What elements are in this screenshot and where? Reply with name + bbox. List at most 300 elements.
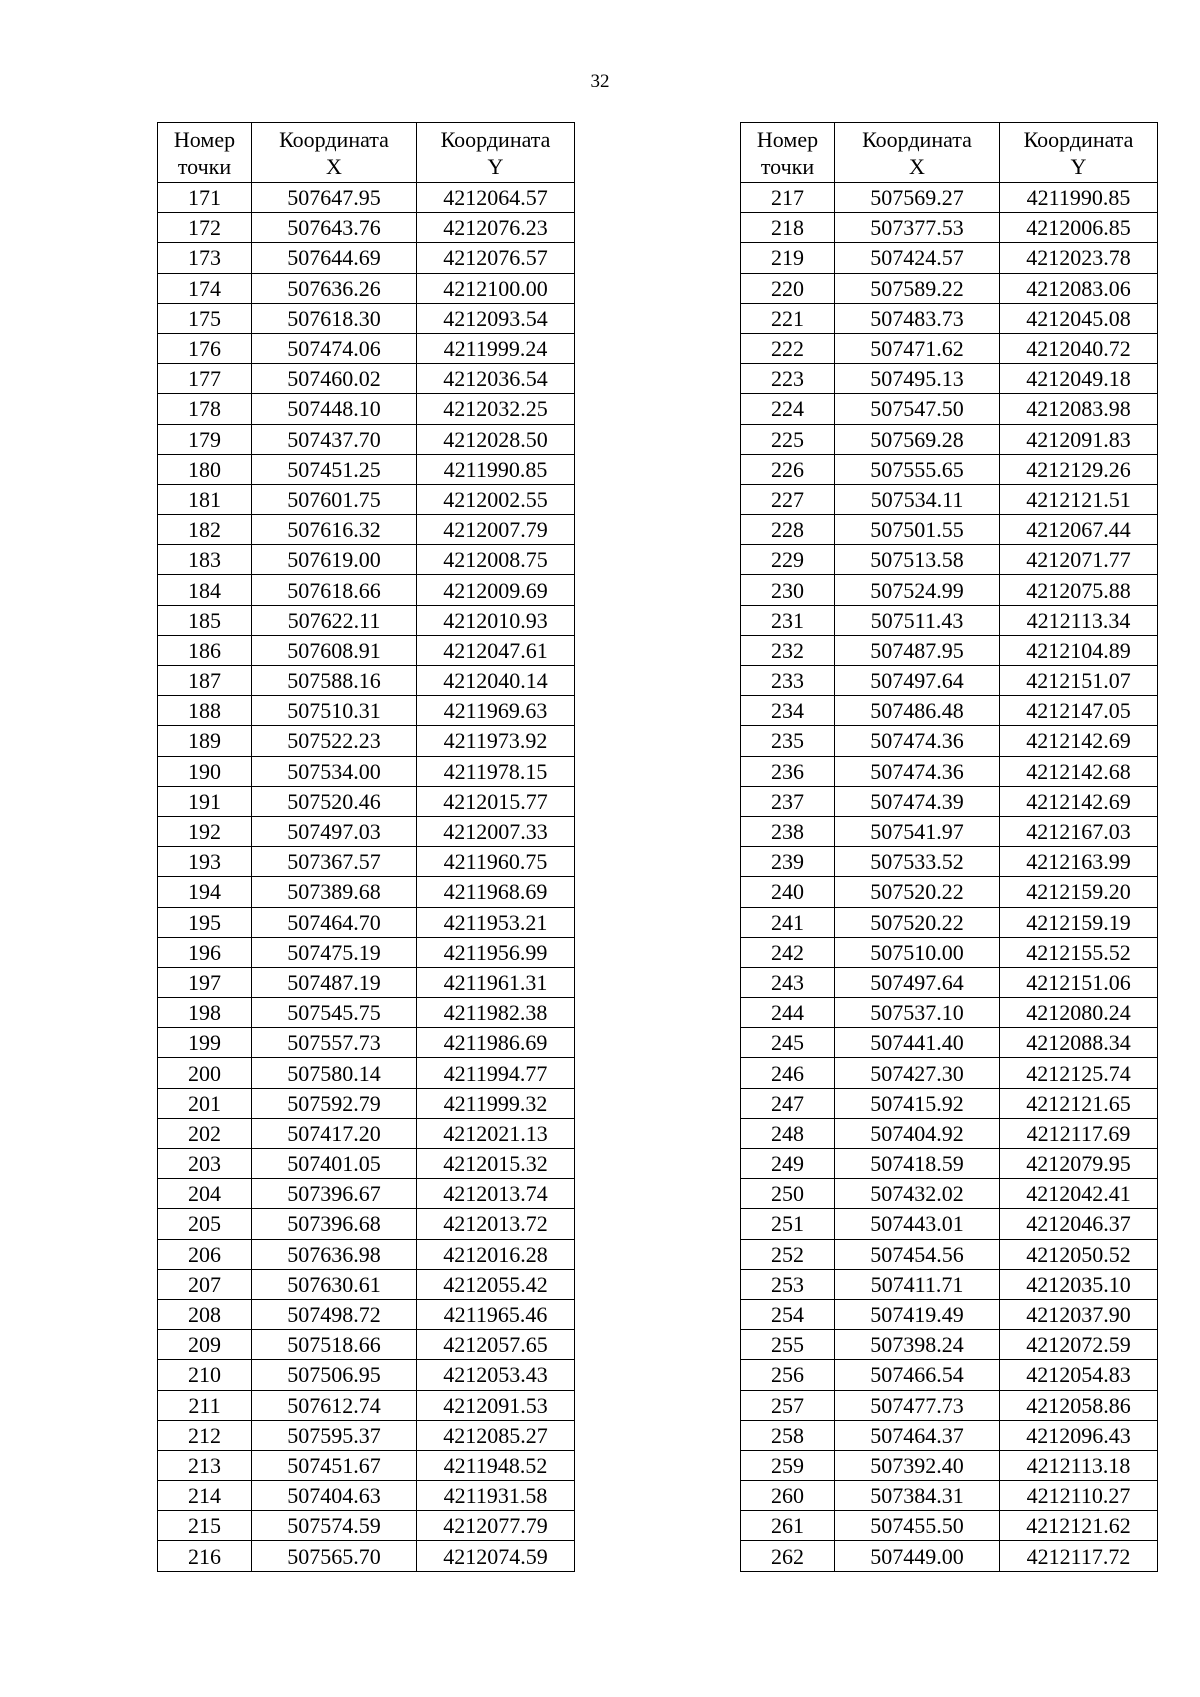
cell-point-number: 179 bbox=[158, 424, 252, 454]
cell-coordinate-y: 4212091.53 bbox=[417, 1390, 575, 1420]
table-row bbox=[741, 1088, 1158, 1118]
cell-coordinate-y: 4211961.31 bbox=[417, 967, 575, 997]
table-row bbox=[741, 937, 1158, 967]
cell-coordinate-x: 507427.30 bbox=[835, 1058, 1000, 1088]
cell-coordinate-y: 4212088.34 bbox=[1000, 1028, 1158, 1058]
header-text: точки bbox=[177, 153, 232, 179]
cell-point-number: 175 bbox=[158, 303, 252, 333]
table-header bbox=[158, 123, 575, 183]
cell-coordinate-y: 4212167.03 bbox=[1000, 816, 1158, 846]
table-row bbox=[158, 1209, 575, 1239]
cell-point-number: 200 bbox=[158, 1058, 252, 1088]
cell-coordinate-y: 4212121.51 bbox=[1000, 484, 1158, 514]
cell-point-number: 178 bbox=[158, 394, 252, 424]
header-text: Номер bbox=[173, 126, 236, 152]
table-row bbox=[158, 213, 575, 243]
cell-coordinate-y: 4212071.77 bbox=[1000, 545, 1158, 575]
cell-coordinate-x: 507537.10 bbox=[835, 998, 1000, 1028]
table-row bbox=[741, 273, 1158, 303]
table-row bbox=[158, 545, 575, 575]
cell-coordinate-y: 4212053.43 bbox=[417, 1360, 575, 1390]
cell-coordinate-y: 4212083.98 bbox=[1000, 394, 1158, 424]
cell-coordinate-y: 4212147.05 bbox=[1000, 696, 1158, 726]
table-row bbox=[741, 515, 1158, 545]
cell-coordinate-y: 4212046.37 bbox=[1000, 1209, 1158, 1239]
cell-coordinate-x: 507451.25 bbox=[252, 454, 417, 484]
cell-point-number: 233 bbox=[741, 666, 835, 696]
cell-point-number: 223 bbox=[741, 364, 835, 394]
cell-coordinate-x: 507411.71 bbox=[835, 1269, 1000, 1299]
table-row bbox=[741, 303, 1158, 333]
cell-coordinate-y: 4211986.69 bbox=[417, 1028, 575, 1058]
cell-coordinate-x: 507580.14 bbox=[252, 1058, 417, 1088]
cell-coordinate-y: 4212050.52 bbox=[1000, 1239, 1158, 1269]
cell-point-number: 248 bbox=[741, 1118, 835, 1148]
cell-coordinate-y: 4212013.74 bbox=[417, 1179, 575, 1209]
cell-point-number: 252 bbox=[741, 1239, 835, 1269]
table-row bbox=[741, 424, 1158, 454]
cell-coordinate-x: 507612.74 bbox=[252, 1390, 417, 1420]
table-header bbox=[741, 123, 1158, 183]
cell-coordinate-x: 507460.02 bbox=[252, 364, 417, 394]
cell-point-number: 236 bbox=[741, 756, 835, 786]
cell-coordinate-y: 4211990.85 bbox=[1000, 183, 1158, 213]
cell-point-number: 172 bbox=[158, 213, 252, 243]
cell-coordinate-x: 507404.63 bbox=[252, 1481, 417, 1511]
cell-point-number: 251 bbox=[741, 1209, 835, 1239]
coordinates-table-left bbox=[157, 122, 575, 1572]
table-row bbox=[158, 1299, 575, 1329]
cell-coordinate-x: 507636.26 bbox=[252, 273, 417, 303]
cell-coordinate-y: 4212110.27 bbox=[1000, 1481, 1158, 1511]
cell-coordinate-x: 507432.02 bbox=[835, 1179, 1000, 1209]
cell-coordinate-x: 507630.61 bbox=[252, 1269, 417, 1299]
cell-point-number: 221 bbox=[741, 303, 835, 333]
table-row bbox=[741, 1390, 1158, 1420]
cell-coordinate-y: 4212032.25 bbox=[417, 394, 575, 424]
table-row bbox=[158, 1269, 575, 1299]
cell-coordinate-y: 4212042.41 bbox=[1000, 1179, 1158, 1209]
table-row bbox=[741, 907, 1158, 937]
cell-coordinate-x: 507441.40 bbox=[835, 1028, 1000, 1058]
header-text: Номер bbox=[756, 126, 819, 152]
header-text: Y bbox=[487, 153, 504, 179]
cell-point-number: 205 bbox=[158, 1209, 252, 1239]
cell-coordinate-x: 507424.57 bbox=[835, 243, 1000, 273]
header-point-number bbox=[158, 123, 252, 183]
table-row bbox=[158, 1028, 575, 1058]
table-row bbox=[741, 1028, 1158, 1058]
cell-coordinate-y: 4211956.99 bbox=[417, 937, 575, 967]
cell-point-number: 222 bbox=[741, 333, 835, 363]
cell-point-number: 201 bbox=[158, 1088, 252, 1118]
cell-point-number: 237 bbox=[741, 786, 835, 816]
table-row bbox=[158, 515, 575, 545]
table-row bbox=[741, 666, 1158, 696]
table-row bbox=[158, 635, 575, 665]
cell-coordinate-x: 507474.39 bbox=[835, 786, 1000, 816]
cell-point-number: 211 bbox=[158, 1390, 252, 1420]
cell-coordinate-x: 507474.36 bbox=[835, 756, 1000, 786]
cell-coordinate-x: 507520.46 bbox=[252, 786, 417, 816]
cell-coordinate-y: 4212129.26 bbox=[1000, 454, 1158, 484]
cell-coordinate-y: 4212067.44 bbox=[1000, 515, 1158, 545]
cell-coordinate-y: 4212093.54 bbox=[417, 303, 575, 333]
header-point-number bbox=[741, 123, 835, 183]
table-row bbox=[158, 847, 575, 877]
cell-point-number: 243 bbox=[741, 967, 835, 997]
cell-point-number: 197 bbox=[158, 967, 252, 997]
cell-point-number: 188 bbox=[158, 696, 252, 726]
cell-coordinate-y: 4212113.18 bbox=[1000, 1450, 1158, 1480]
cell-point-number: 246 bbox=[741, 1058, 835, 1088]
cell-point-number: 239 bbox=[741, 847, 835, 877]
cell-point-number: 225 bbox=[741, 424, 835, 454]
table-row bbox=[741, 1330, 1158, 1360]
cell-coordinate-x: 507513.58 bbox=[835, 545, 1000, 575]
table-row bbox=[741, 1239, 1158, 1269]
table-row bbox=[741, 333, 1158, 363]
cell-coordinate-x: 507588.16 bbox=[252, 666, 417, 696]
table-row bbox=[158, 1481, 575, 1511]
cell-coordinate-y: 4212076.23 bbox=[417, 213, 575, 243]
cell-coordinate-y: 4212049.18 bbox=[1000, 364, 1158, 394]
table-row bbox=[158, 1149, 575, 1179]
table-row bbox=[741, 1511, 1158, 1541]
cell-coordinate-x: 507636.98 bbox=[252, 1239, 417, 1269]
header-text: Координата bbox=[1023, 126, 1134, 152]
cell-coordinate-x: 507495.13 bbox=[835, 364, 1000, 394]
cell-coordinate-y: 4212142.69 bbox=[1000, 786, 1158, 816]
cell-point-number: 257 bbox=[741, 1390, 835, 1420]
cell-point-number: 241 bbox=[741, 907, 835, 937]
cell-point-number: 208 bbox=[158, 1299, 252, 1329]
header-text: X bbox=[326, 153, 342, 179]
table-body bbox=[741, 183, 1158, 1572]
cell-coordinate-x: 507464.70 bbox=[252, 907, 417, 937]
cell-point-number: 219 bbox=[741, 243, 835, 273]
cell-point-number: 229 bbox=[741, 545, 835, 575]
cell-point-number: 255 bbox=[741, 1330, 835, 1360]
cell-point-number: 258 bbox=[741, 1420, 835, 1450]
table-body bbox=[158, 183, 575, 1572]
table-row bbox=[158, 424, 575, 454]
table-row bbox=[158, 756, 575, 786]
cell-coordinate-y: 4212072.59 bbox=[1000, 1330, 1158, 1360]
cell-coordinate-y: 4212016.28 bbox=[417, 1239, 575, 1269]
cell-point-number: 209 bbox=[158, 1330, 252, 1360]
cell-coordinate-x: 507545.75 bbox=[252, 998, 417, 1028]
cell-point-number: 176 bbox=[158, 333, 252, 363]
cell-coordinate-x: 507534.11 bbox=[835, 484, 1000, 514]
table-row bbox=[158, 816, 575, 846]
table-row bbox=[741, 635, 1158, 665]
table-row bbox=[158, 605, 575, 635]
table-row bbox=[741, 696, 1158, 726]
table-row bbox=[158, 998, 575, 1028]
cell-coordinate-y: 4212080.24 bbox=[1000, 998, 1158, 1028]
cell-coordinate-y: 4212055.42 bbox=[417, 1269, 575, 1299]
table-row bbox=[158, 1058, 575, 1088]
cell-point-number: 210 bbox=[158, 1360, 252, 1390]
cell-point-number: 214 bbox=[158, 1481, 252, 1511]
cell-point-number: 254 bbox=[741, 1299, 835, 1329]
table-row bbox=[158, 696, 575, 726]
cell-coordinate-x: 507595.37 bbox=[252, 1420, 417, 1450]
cell-coordinate-x: 507401.05 bbox=[252, 1149, 417, 1179]
cell-coordinate-y: 4212159.19 bbox=[1000, 907, 1158, 937]
cell-coordinate-x: 507497.03 bbox=[252, 816, 417, 846]
cell-coordinate-y: 4211973.92 bbox=[417, 726, 575, 756]
cell-coordinate-x: 507419.49 bbox=[835, 1299, 1000, 1329]
cell-coordinate-y: 4212163.99 bbox=[1000, 847, 1158, 877]
cell-coordinate-x: 507377.53 bbox=[835, 213, 1000, 243]
cell-coordinate-x: 507510.31 bbox=[252, 696, 417, 726]
cell-point-number: 174 bbox=[158, 273, 252, 303]
cell-coordinate-x: 507483.73 bbox=[835, 303, 1000, 333]
cell-coordinate-x: 507506.95 bbox=[252, 1360, 417, 1390]
table-row bbox=[158, 303, 575, 333]
cell-coordinate-y: 4211948.52 bbox=[417, 1450, 575, 1480]
cell-coordinate-y: 4212047.61 bbox=[417, 635, 575, 665]
table-row bbox=[741, 1209, 1158, 1239]
cell-coordinate-y: 4212075.88 bbox=[1000, 575, 1158, 605]
cell-coordinate-y: 4212007.33 bbox=[417, 816, 575, 846]
cell-coordinate-x: 507619.00 bbox=[252, 545, 417, 575]
cell-point-number: 215 bbox=[158, 1511, 252, 1541]
cell-coordinate-x: 507497.64 bbox=[835, 967, 1000, 997]
header-row bbox=[741, 123, 1158, 183]
cell-point-number: 204 bbox=[158, 1179, 252, 1209]
cell-coordinate-x: 507557.73 bbox=[252, 1028, 417, 1058]
cell-point-number: 196 bbox=[158, 937, 252, 967]
header-text: X bbox=[909, 153, 925, 179]
cell-coordinate-x: 507471.62 bbox=[835, 333, 1000, 363]
cell-coordinate-y: 4212155.52 bbox=[1000, 937, 1158, 967]
header-coordinate-y bbox=[417, 123, 575, 183]
cell-coordinate-x: 507474.06 bbox=[252, 333, 417, 363]
header-text: Координата bbox=[862, 126, 972, 152]
cell-point-number: 216 bbox=[158, 1541, 252, 1571]
cell-point-number: 190 bbox=[158, 756, 252, 786]
table-row bbox=[741, 1149, 1158, 1179]
table-row bbox=[158, 183, 575, 213]
cell-coordinate-x: 507647.95 bbox=[252, 183, 417, 213]
table-row bbox=[741, 1058, 1158, 1088]
cell-point-number: 202 bbox=[158, 1118, 252, 1148]
table-row bbox=[158, 1450, 575, 1480]
cell-coordinate-y: 4212142.68 bbox=[1000, 756, 1158, 786]
cell-coordinate-y: 4212142.69 bbox=[1000, 726, 1158, 756]
cell-coordinate-y: 4212079.95 bbox=[1000, 1149, 1158, 1179]
cell-point-number: 224 bbox=[741, 394, 835, 424]
header-coordinate-x bbox=[252, 123, 417, 183]
cell-coordinate-x: 507501.55 bbox=[835, 515, 1000, 545]
cell-coordinate-x: 507389.68 bbox=[252, 877, 417, 907]
cell-coordinate-y: 4211953.21 bbox=[417, 907, 575, 937]
table-row bbox=[158, 333, 575, 363]
cell-point-number: 232 bbox=[741, 635, 835, 665]
table-row bbox=[158, 1360, 575, 1390]
cell-point-number: 212 bbox=[158, 1420, 252, 1450]
cell-coordinate-y: 4212045.08 bbox=[1000, 303, 1158, 333]
coordinates-table-right bbox=[740, 122, 1158, 1572]
cell-point-number: 177 bbox=[158, 364, 252, 394]
cell-point-number: 235 bbox=[741, 726, 835, 756]
cell-point-number: 198 bbox=[158, 998, 252, 1028]
cell-point-number: 203 bbox=[158, 1149, 252, 1179]
cell-coordinate-x: 507524.99 bbox=[835, 575, 1000, 605]
cell-coordinate-y: 4211968.69 bbox=[417, 877, 575, 907]
cell-point-number: 244 bbox=[741, 998, 835, 1028]
cell-coordinate-y: 4212028.50 bbox=[417, 424, 575, 454]
table-row bbox=[741, 998, 1158, 1028]
cell-coordinate-y: 4211999.32 bbox=[417, 1088, 575, 1118]
cell-coordinate-y: 4212006.85 bbox=[1000, 213, 1158, 243]
cell-coordinate-x: 507622.11 bbox=[252, 605, 417, 635]
table-row bbox=[741, 877, 1158, 907]
cell-coordinate-x: 507487.95 bbox=[835, 635, 1000, 665]
table-row bbox=[158, 575, 575, 605]
table-row bbox=[158, 1541, 575, 1571]
table-row bbox=[158, 726, 575, 756]
table-row bbox=[158, 1420, 575, 1450]
cell-point-number: 180 bbox=[158, 454, 252, 484]
table-row bbox=[741, 484, 1158, 514]
cell-point-number: 192 bbox=[158, 816, 252, 846]
cell-point-number: 249 bbox=[741, 1149, 835, 1179]
header-coordinate-x bbox=[835, 123, 1000, 183]
cell-point-number: 171 bbox=[158, 183, 252, 213]
cell-coordinate-x: 507574.59 bbox=[252, 1511, 417, 1541]
cell-coordinate-x: 507404.92 bbox=[835, 1118, 1000, 1148]
cell-coordinate-x: 507486.48 bbox=[835, 696, 1000, 726]
cell-coordinate-x: 507520.22 bbox=[835, 877, 1000, 907]
cell-point-number: 191 bbox=[158, 786, 252, 816]
cell-point-number: 228 bbox=[741, 515, 835, 545]
cell-point-number: 195 bbox=[158, 907, 252, 937]
cell-point-number: 220 bbox=[741, 273, 835, 303]
table-row bbox=[158, 937, 575, 967]
cell-coordinate-x: 507417.20 bbox=[252, 1118, 417, 1148]
cell-coordinate-x: 507518.66 bbox=[252, 1330, 417, 1360]
cell-coordinate-y: 4212021.13 bbox=[417, 1118, 575, 1148]
cell-coordinate-y: 4212040.72 bbox=[1000, 333, 1158, 363]
cell-coordinate-x: 507455.50 bbox=[835, 1511, 1000, 1541]
cell-coordinate-x: 507618.30 bbox=[252, 303, 417, 333]
cell-coordinate-x: 507547.50 bbox=[835, 394, 1000, 424]
cell-point-number: 218 bbox=[741, 213, 835, 243]
cell-coordinate-y: 4212117.72 bbox=[1000, 1541, 1158, 1571]
table-row bbox=[741, 605, 1158, 635]
table-row bbox=[741, 364, 1158, 394]
cell-coordinate-x: 507618.66 bbox=[252, 575, 417, 605]
cell-point-number: 245 bbox=[741, 1028, 835, 1058]
cell-coordinate-x: 507589.22 bbox=[835, 273, 1000, 303]
cell-point-number: 259 bbox=[741, 1450, 835, 1480]
table-row bbox=[741, 1420, 1158, 1450]
table-row bbox=[741, 183, 1158, 213]
table-row bbox=[158, 1088, 575, 1118]
table-row bbox=[158, 1390, 575, 1420]
table-row bbox=[158, 1118, 575, 1148]
cell-coordinate-y: 4211965.46 bbox=[417, 1299, 575, 1329]
cell-coordinate-x: 507454.56 bbox=[835, 1239, 1000, 1269]
cell-coordinate-x: 507392.40 bbox=[835, 1450, 1000, 1480]
cell-point-number: 184 bbox=[158, 575, 252, 605]
cell-point-number: 207 bbox=[158, 1269, 252, 1299]
table-row bbox=[158, 877, 575, 907]
cell-coordinate-y: 4212009.69 bbox=[417, 575, 575, 605]
cell-coordinate-x: 507474.36 bbox=[835, 726, 1000, 756]
cell-point-number: 238 bbox=[741, 816, 835, 846]
cell-point-number: 234 bbox=[741, 696, 835, 726]
cell-coordinate-x: 507497.64 bbox=[835, 666, 1000, 696]
cell-point-number: 183 bbox=[158, 545, 252, 575]
header-text: точки bbox=[760, 153, 815, 179]
cell-coordinate-y: 4211960.75 bbox=[417, 847, 575, 877]
table-row bbox=[741, 545, 1158, 575]
cell-coordinate-y: 4212023.78 bbox=[1000, 243, 1158, 273]
cell-point-number: 226 bbox=[741, 454, 835, 484]
cell-coordinate-x: 507398.24 bbox=[835, 1330, 1000, 1360]
table-row bbox=[741, 1450, 1158, 1480]
cell-coordinate-y: 4212057.65 bbox=[417, 1330, 575, 1360]
cell-coordinate-y: 4212013.72 bbox=[417, 1209, 575, 1239]
cell-coordinate-x: 507449.00 bbox=[835, 1541, 1000, 1571]
cell-coordinate-x: 507534.00 bbox=[252, 756, 417, 786]
cell-coordinate-y: 4212085.27 bbox=[417, 1420, 575, 1450]
cell-coordinate-x: 507601.75 bbox=[252, 484, 417, 514]
header-text: Координата bbox=[440, 126, 551, 152]
header-coordinate-y bbox=[1000, 123, 1158, 183]
header-text: Y bbox=[1070, 153, 1087, 179]
cell-point-number: 182 bbox=[158, 515, 252, 545]
cell-coordinate-x: 507448.10 bbox=[252, 394, 417, 424]
cell-coordinate-x: 507415.92 bbox=[835, 1088, 1000, 1118]
cell-coordinate-y: 4212037.90 bbox=[1000, 1299, 1158, 1329]
cell-coordinate-y: 4212121.65 bbox=[1000, 1088, 1158, 1118]
table-row bbox=[741, 1360, 1158, 1390]
table-row bbox=[158, 967, 575, 997]
table-row bbox=[741, 1269, 1158, 1299]
cell-coordinate-x: 507608.91 bbox=[252, 635, 417, 665]
cell-coordinate-x: 507443.01 bbox=[835, 1209, 1000, 1239]
cell-point-number: 242 bbox=[741, 937, 835, 967]
cell-point-number: 194 bbox=[158, 877, 252, 907]
cell-point-number: 250 bbox=[741, 1179, 835, 1209]
table-row bbox=[158, 273, 575, 303]
cell-coordinate-y: 4212002.55 bbox=[417, 484, 575, 514]
table-row bbox=[741, 213, 1158, 243]
cell-coordinate-y: 4212151.07 bbox=[1000, 666, 1158, 696]
table-row bbox=[158, 907, 575, 937]
cell-coordinate-y: 4211931.58 bbox=[417, 1481, 575, 1511]
cell-coordinate-x: 507464.37 bbox=[835, 1420, 1000, 1450]
cell-coordinate-y: 4212054.83 bbox=[1000, 1360, 1158, 1390]
table-row bbox=[741, 756, 1158, 786]
cell-point-number: 240 bbox=[741, 877, 835, 907]
cell-coordinate-y: 4212077.79 bbox=[417, 1511, 575, 1541]
table-row bbox=[741, 454, 1158, 484]
table-row bbox=[158, 1179, 575, 1209]
cell-coordinate-x: 507396.67 bbox=[252, 1179, 417, 1209]
cell-coordinate-x: 507555.65 bbox=[835, 454, 1000, 484]
cell-coordinate-x: 507565.70 bbox=[252, 1541, 417, 1571]
cell-point-number: 247 bbox=[741, 1088, 835, 1118]
cell-coordinate-y: 4212076.57 bbox=[417, 243, 575, 273]
cell-coordinate-x: 507569.27 bbox=[835, 183, 1000, 213]
